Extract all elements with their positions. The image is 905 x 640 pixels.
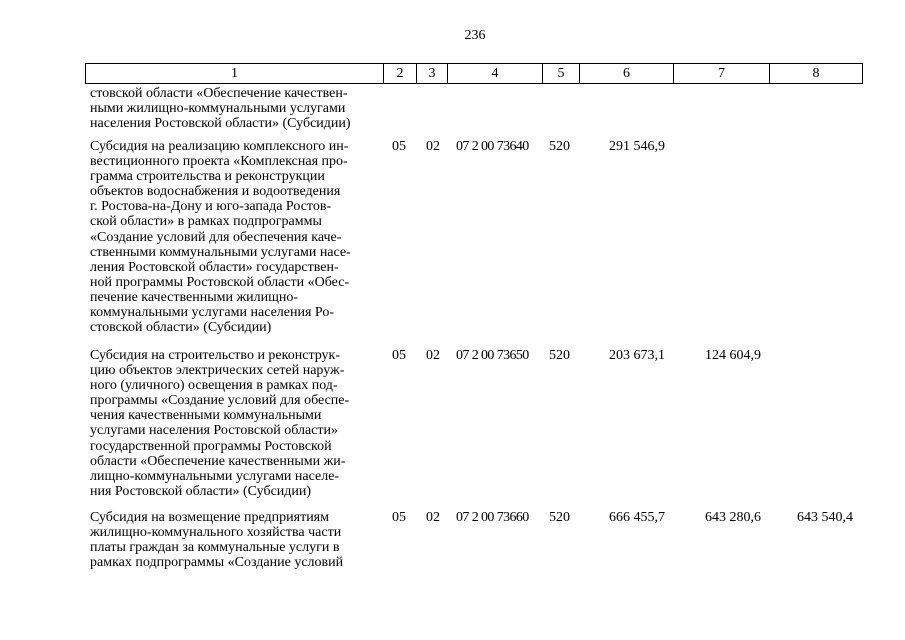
desc-line: ния Ростовской области» (Субсидии) [90, 483, 312, 499]
cell-csr: 07 2 00 73650 [456, 348, 529, 363]
cell-sum-1: 666 455,7 [609, 510, 665, 525]
desc-line: рамках подпрограммы «Создание условий [90, 555, 344, 571]
cell-rz: 05 [392, 510, 406, 525]
desc-line: коммунальными услугами населения Ро- [90, 305, 335, 321]
desc-line: вестиционного проекта «Комплексная про- [90, 154, 348, 170]
header-col-3: 3 [417, 64, 448, 83]
cell-pr: 02 [426, 139, 440, 154]
desc-line: Субсидия на строительство и реконструк- [90, 348, 341, 363]
cell-pr: 02 [426, 348, 440, 363]
desc-line: ного (уличного) освещения в рамках под- [90, 378, 338, 394]
cell-pr: 02 [426, 510, 440, 525]
desc-line: объектов водоснабжения и водоотведения [90, 184, 341, 200]
desc-line: населения Ростовской области» (Субсидии) [90, 116, 351, 132]
cell-rz: 05 [392, 139, 406, 154]
row-description [90, 86, 376, 131]
desc-line: услугами населения Ростовской области» [90, 423, 338, 439]
desc-line: Субсидия на реализацию комплексного ин- [90, 139, 349, 154]
header-col-4: 4 [448, 64, 543, 83]
header-col-6: 6 [580, 64, 674, 83]
desc-line: ной программы Ростовской области «Обес- [90, 274, 350, 290]
header-col-7: 7 [674, 64, 770, 83]
desc-line: платы граждан за коммунальные услуги в [90, 540, 340, 556]
row-description [90, 139, 376, 335]
cell-vr: 520 [549, 510, 570, 525]
desc-line: г. Ростова-на-Дону и юго-запада Ростов- [90, 199, 332, 215]
desc-line: «Создание условий для обеспечения каче- [90, 229, 342, 245]
cell-sum-2: 643 280,6 [705, 510, 761, 525]
desc-line: стовской области «Обеспечение качествен- [90, 86, 348, 101]
cell-sum-3: 643 540,4 [797, 510, 853, 525]
header-col-5: 5 [543, 64, 580, 83]
cell-sum-2: 124 604,9 [705, 348, 761, 363]
desc-line: чения качественными коммунальными [90, 408, 322, 424]
desc-line: ными жилищно-коммунальными услугами [90, 101, 346, 117]
desc-line: цию объектов электрических сетей наруж- [90, 363, 345, 379]
cell-csr: 07 2 00 73660 [456, 510, 529, 525]
cell-vr: 520 [549, 139, 570, 154]
desc-line: государственной программы Ростовской [90, 438, 332, 454]
desc-line: Субсидия на возмещение предприятиям [90, 510, 329, 525]
header-col-1: 1 [86, 64, 384, 83]
cell-sum-1: 291 546,9 [609, 139, 665, 154]
desc-line: печение качественными жилищно- [90, 289, 299, 305]
page-number: 236 [464, 28, 486, 43]
header-col-2: 2 [384, 64, 417, 83]
desc-line: стовской области» (Субсидии) [90, 320, 272, 336]
cell-vr: 520 [549, 348, 570, 363]
row-description [90, 348, 376, 499]
desc-line: программы «Создание условий для обеспе- [90, 393, 350, 409]
cell-rz: 05 [392, 348, 406, 363]
desc-line: грамма строительства и реконструкции [90, 169, 325, 185]
cell-sum-1: 203 673,1 [609, 348, 665, 363]
desc-line: жилищно-коммунального хозяйства части [90, 525, 342, 541]
cell-csr: 07 2 00 73640 [456, 139, 529, 154]
desc-line: области «Обеспечение качественными жи- [90, 453, 346, 469]
table-header [85, 63, 863, 84]
row-description [90, 510, 376, 570]
desc-line: ления Ростовской области» государствен- [90, 259, 339, 275]
desc-line: лищно-коммунальными услугами населе- [90, 468, 340, 484]
desc-line: ской области» в рамках подпрограммы [90, 214, 322, 230]
desc-line: ственными коммунальными услугами насе- [90, 244, 351, 260]
header-col-8: 8 [812, 66, 820, 81]
